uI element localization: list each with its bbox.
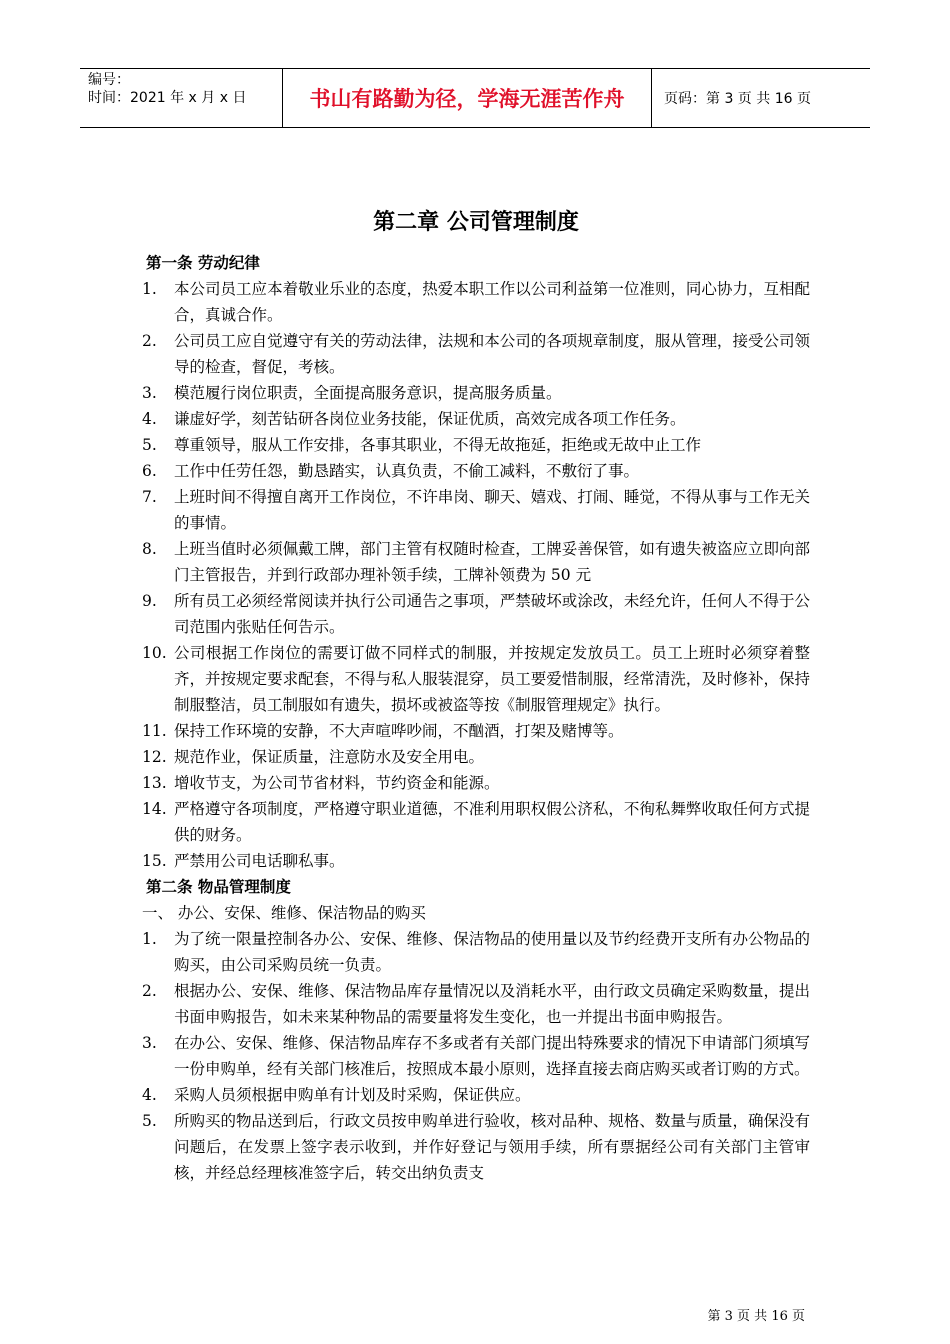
article2-title: 第二条 物品管理制度 xyxy=(146,878,291,896)
list-item-number: 3. xyxy=(142,384,157,402)
list-item-number: 8. xyxy=(142,540,157,558)
document-body xyxy=(142,208,810,1186)
list-item xyxy=(142,1030,810,1082)
list-item xyxy=(142,484,810,536)
list-item-number: 6. xyxy=(142,462,157,480)
list-item-number: 1. xyxy=(142,280,157,298)
list-item-text: 工作中任劳任怨，勤恳踏实，认真负责，不偷工减料，不敷衍了事。 xyxy=(174,462,640,480)
list-item-text: 所购买的物品送到后，行政文员按申购单进行验收，核对品种、规格、数量与质量，确保没有问题后，在发票上签字表示收到，并作好登记与领用手续，所有票据经公司有关部门主管审核，并经总经理核准签字后，转交出纳负责支 xyxy=(174,1112,810,1182)
list-item-text: 严格遵守各项制度，严格遵守职业道德，不准利用职权假公济私，不徇私舞弊收取任何方式提供的财务。 xyxy=(174,800,810,844)
article2-subhead: 一、 办公、安保、维修、保洁物品的购买 xyxy=(142,904,426,922)
list-item-text: 上班当值时必须佩戴工牌，部门主管有权随时检查，工牌妥善保管，如有遗失被盗应立即向部门主管报告，并到行政部办理补领手续，工牌补领费为 50 元 xyxy=(174,540,810,584)
list-item-text: 为了统一限量控制各办公、安保、维修、保洁物品的使用量以及节约经费开支所有办公物品的购买，由公司采购员统一负责。 xyxy=(174,930,810,974)
list-item-number: 4. xyxy=(142,1086,157,1104)
list-item-text: 根据办公、安保、维修、保洁物品库存量情况以及消耗水平，由行政文员确定采购数量，提出书面申购报告，如未来某种物品的需要量将发生变化，也一并提出书面申购报告。 xyxy=(174,982,810,1026)
list-item xyxy=(142,744,810,770)
list-item-text: 公司员工应自觉遵守有关的劳动法律，法规和本公司的各项规章制度，服从管理，接受公司领导的检查，督促，考核。 xyxy=(174,332,810,376)
list-item-number: 9. xyxy=(142,592,157,610)
list-item xyxy=(142,458,810,484)
list-item xyxy=(142,536,810,588)
header-number-label: 编号： xyxy=(88,72,130,88)
article1-list xyxy=(142,276,810,874)
list-item-number: 15. xyxy=(142,852,167,870)
list-item-text: 尊重领导，服从工作安排，各事其职业，不得无故拖延，拒绝或无故中止工作 xyxy=(174,436,702,454)
list-item-number: 3. xyxy=(142,1034,157,1052)
list-item-text: 本公司员工应本着敬业乐业的态度，热爱本职工作以公司利益第一位准则，同心协力，互相配合，真诚合作。 xyxy=(174,280,810,324)
list-item-number: 4. xyxy=(142,410,157,428)
list-item xyxy=(142,432,810,458)
list-item xyxy=(142,1082,810,1108)
list-item xyxy=(142,276,810,328)
list-item xyxy=(142,1108,810,1186)
list-item-number: 2. xyxy=(142,982,157,1000)
list-item xyxy=(142,848,810,874)
list-item xyxy=(142,640,810,718)
list-item-number: 5. xyxy=(142,1112,157,1130)
list-item-text: 上班时间不得擅自离开工作岗位，不许串岗、聊天、嬉戏、打闹、睡觉，不得从事与工作无关的事情。 xyxy=(174,488,810,532)
list-item-text: 增收节支，为公司节省材料，节约资金和能源。 xyxy=(174,774,500,792)
chapter-title: 第二章 公司管理制度 xyxy=(373,210,579,235)
list-item-number: 14. xyxy=(142,800,167,818)
list-item-number: 13. xyxy=(142,774,167,792)
list-item-number: 10. xyxy=(142,644,167,662)
list-item-text: 公司根据工作岗位的需要订做不同样式的制服，并按规定发放员工。员工上班时必须穿着整齐，并按规定要求配套，不得与私人服装混穿，员工要爱惜制服，经常清洗，及时修补，保持制服整洁，员工制服如有遗失，损坏或被盗等按《制服管理规定》执行。 xyxy=(174,644,810,714)
article1-title: 第一条 劳动纪律 xyxy=(146,254,260,272)
list-item xyxy=(142,588,810,640)
list-item-text: 保持工作环境的安静，不大声喧哗吵闹，不酗酒，打架及赌博等。 xyxy=(174,722,624,740)
list-item-number: 5. xyxy=(142,436,157,454)
list-item-text: 严禁用公司电话聊私事。 xyxy=(174,852,345,870)
list-item-number: 2. xyxy=(142,332,157,350)
list-item xyxy=(142,380,810,406)
list-item-text: 模范履行岗位职责，全面提高服务意识，提高服务质量。 xyxy=(174,384,562,402)
list-item-text: 在办公、安保、维修、保洁物品库存不多或者有关部门提出特殊要求的情况下申请部门须填写一份申购单，经有关部门核准后，按照成本最小原则，选择直接去商店购买或者订购的方式。 xyxy=(174,1034,810,1078)
list-item xyxy=(142,406,810,432)
list-item-text: 所有员工必须经常阅读并执行公司通告之事项，严禁破坏或涂改，未经允许，任何人不得于公司范围内张贴任何告示。 xyxy=(174,592,810,636)
header-motto: 书山有路勤为径，学海无涯苦作舟 xyxy=(282,69,652,127)
article2-list xyxy=(142,926,810,1186)
list-item xyxy=(142,770,810,796)
list-item-text: 采购人员须根据申购单有计划及时采购，保证供应。 xyxy=(174,1086,531,1104)
list-item-text: 谦虚好学，刻苦钻研各岗位业务技能，保证优质，高效完成各项工作任务。 xyxy=(174,410,686,428)
list-item xyxy=(142,926,810,978)
list-item-text: 规范作业，保证质量，注意防水及安全用电。 xyxy=(174,748,485,766)
list-item-number: 1. xyxy=(142,930,157,948)
header-page-info: 页码：第 3 页 共 16 页 xyxy=(664,91,811,107)
list-item xyxy=(142,796,810,848)
page-header xyxy=(80,68,870,128)
header-left-cell xyxy=(80,69,282,127)
header-time-label: 时间：2021 年 x 月 x 日 xyxy=(88,90,247,106)
list-item xyxy=(142,328,810,380)
page-footer: 第 3 页 共 16 页 xyxy=(707,1309,805,1324)
list-item-number: 12. xyxy=(142,748,167,766)
list-item xyxy=(142,978,810,1030)
list-item-number: 11. xyxy=(142,722,167,740)
list-item xyxy=(142,718,810,744)
list-item-number: 7. xyxy=(142,488,157,506)
